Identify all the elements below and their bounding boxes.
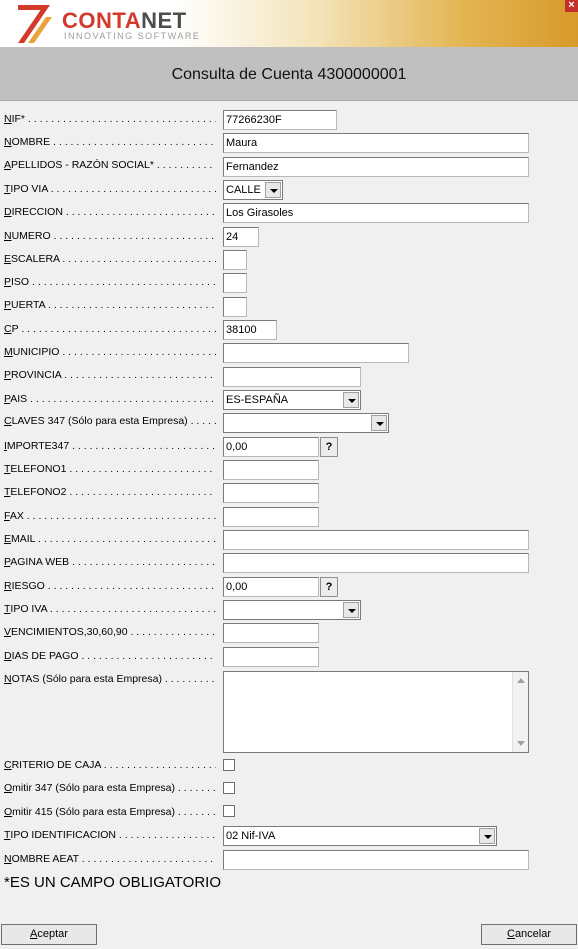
vencimientos-field[interactable]: [223, 623, 319, 643]
scroll-up-icon[interactable]: [517, 678, 525, 683]
tipo-iva-select[interactable]: [223, 600, 361, 620]
telefono2-label: TELEFONO2 . . .: [4, 485, 216, 499]
fax-field[interactable]: [223, 507, 319, 527]
dias-pago-label: DIAS DE PAGO . . .: [4, 649, 216, 663]
importe347-help-button[interactable]: ?: [320, 437, 338, 457]
brand-tagline: INNOVATING SOFTWARE: [64, 31, 201, 41]
escalera-field[interactable]: [223, 250, 247, 270]
apellidos-label: APELLIDOS - RAZÓN SOCIAL* . . .: [4, 158, 216, 172]
municipio-label: MUNICIPIO . . .: [4, 345, 216, 359]
numero-label: NUMERO . . .: [4, 229, 216, 243]
importe347-field[interactable]: 0,00: [223, 437, 319, 457]
provincia-field[interactable]: [223, 367, 361, 387]
piso-label: PISO . . .: [4, 275, 216, 289]
email-field[interactable]: [223, 530, 529, 550]
dias-pago-field[interactable]: [223, 647, 319, 667]
pais-value: ES-ESPAÑA: [226, 394, 289, 406]
window-title: Consulta de Cuenta 4300000001: [171, 66, 407, 83]
omitir415-checkbox[interactable]: [223, 805, 235, 817]
chevron-down-icon[interactable]: [343, 602, 359, 618]
apellidos-field[interactable]: Fernandez: [223, 157, 529, 177]
close-icon[interactable]: ×: [565, 0, 578, 12]
telefono2-field[interactable]: [223, 483, 319, 503]
tipo-via-label: TIPO VIA . . .: [4, 182, 216, 196]
telefono1-field[interactable]: [223, 460, 319, 480]
piso-field[interactable]: [223, 273, 247, 293]
window-title-bar: [0, 47, 578, 101]
pagina-web-label: PAGINA WEB . . .: [4, 555, 216, 569]
accept-button[interactable]: Aceptar: [1, 924, 97, 945]
nombre-aeat-label: NOMBRE AEAT . . .: [4, 852, 216, 866]
chevron-down-icon[interactable]: [343, 392, 359, 408]
nombre-aeat-field[interactable]: [223, 850, 529, 870]
tipo-iva-label: TIPO IVA . . .: [4, 602, 216, 616]
tipo-identificacion-select[interactable]: [223, 826, 497, 846]
notas-label: NOTAS (Sólo para esta Empresa) . . .: [4, 672, 216, 686]
riesgo-label: RIESGO . . .: [4, 579, 216, 593]
app-banner: [0, 0, 578, 47]
direccion-field[interactable]: Los Girasoles: [223, 203, 529, 223]
brand-name: CONTANET: [62, 8, 187, 33]
fax-label: FAX . . .: [4, 509, 216, 523]
scroll-down-icon[interactable]: [517, 741, 525, 746]
provincia-label: PROVINCIA . . .: [4, 368, 216, 382]
tipo-identificacion-label: TIPO IDENTIFICACION . . .: [4, 828, 216, 842]
chevron-down-icon[interactable]: [265, 182, 281, 198]
riesgo-field[interactable]: 0,00: [223, 577, 319, 597]
tipo-via-value: CALLE: [226, 184, 261, 196]
puerta-label: PUERTA . . .: [4, 298, 216, 312]
importe347-label: IMPORTE347 . . .: [4, 439, 216, 453]
municipio-field[interactable]: [223, 343, 409, 363]
chevron-down-icon[interactable]: [479, 828, 495, 844]
puerta-field[interactable]: [223, 297, 247, 317]
riesgo-help-button[interactable]: ?: [320, 577, 338, 597]
required-field-note: *ES UN CAMPO OBLIGATORIO: [4, 874, 221, 891]
omitir415-label: Omitir 415 (Sólo para esta Empresa) . . .: [4, 805, 216, 819]
escalera-label: ESCALERA . . .: [4, 252, 216, 266]
pais-label: PAIS . . .: [4, 392, 216, 406]
chevron-down-icon[interactable]: [371, 415, 387, 431]
vencimientos-label: VENCIMIENTOS,30,60,90 . . .: [4, 625, 216, 639]
telefono1-label: TELEFONO1 . . .: [4, 462, 216, 476]
notas-textarea[interactable]: [223, 671, 529, 753]
nif-label: NIF* . . .: [4, 112, 216, 126]
nombre-field[interactable]: Maura: [223, 133, 529, 153]
tipo-identificacion-value: 02 Nif-IVA: [226, 830, 276, 842]
omitir347-label: Omitir 347 (Sólo para esta Empresa) . . .: [4, 781, 216, 795]
cp-field[interactable]: 38100: [223, 320, 277, 340]
criterio-caja-label: CRITERIO DE CAJA . . .: [4, 758, 216, 772]
direccion-label: DIRECCION . . .: [4, 205, 216, 219]
contanet-logo-icon: [16, 3, 60, 45]
cp-label: CP . . .: [4, 322, 216, 336]
nif-field[interactable]: 77266230F: [223, 110, 337, 130]
pagina-web-field[interactable]: [223, 553, 529, 573]
notas-scrollbar[interactable]: [512, 672, 528, 752]
numero-field[interactable]: 24: [223, 227, 259, 247]
cancel-button[interactable]: Cancelar: [481, 924, 577, 945]
email-label: EMAIL . . .: [4, 532, 216, 546]
tipo-via-select[interactable]: [223, 180, 283, 200]
criterio-caja-checkbox[interactable]: [223, 759, 235, 771]
omitir347-checkbox[interactable]: [223, 782, 235, 794]
claves347-label: CLAVES 347 (Sólo para esta Empresa) . . .: [4, 414, 216, 428]
claves347-select[interactable]: [223, 413, 389, 433]
nombre-label: NOMBRE . . .: [4, 135, 216, 149]
pais-select[interactable]: [223, 390, 361, 410]
